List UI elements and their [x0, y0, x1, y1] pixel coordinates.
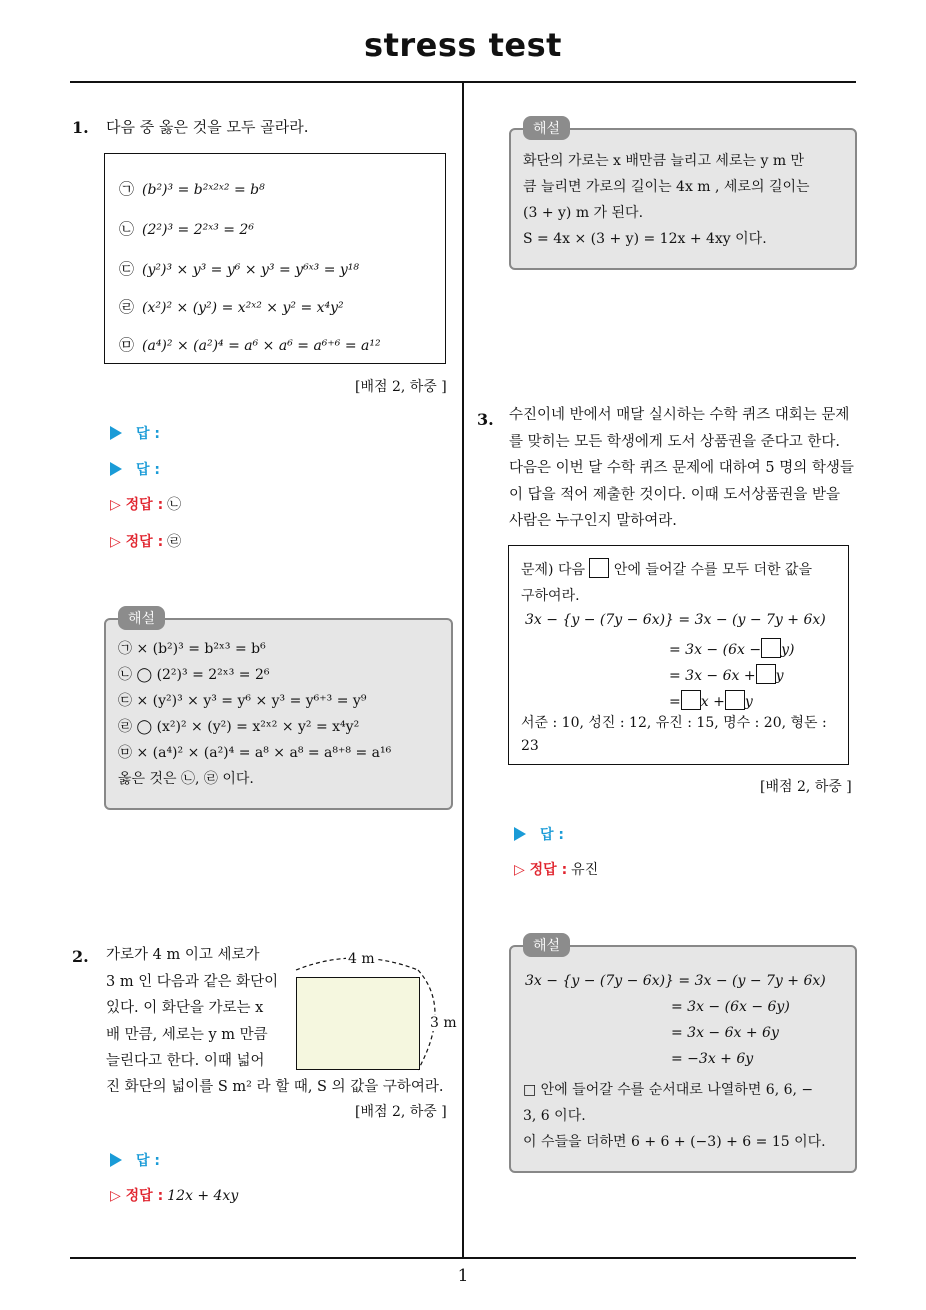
equation-line-1: 3x − {y − (7y − 6x)} = 3x − (y − 7y + 6x): [525, 612, 826, 628]
answer-row-2: 답 :: [110, 459, 160, 479]
correct-answer-1: ▷ 정답 : ㉡: [110, 497, 182, 513]
question-2-solution-box: [509, 128, 857, 270]
equation-line-4: = x + y: [669, 690, 753, 710]
height-label: 3 m: [430, 1015, 457, 1031]
hollow-triangle-icon: ▷: [110, 1188, 126, 1204]
solution-equation: = 3x − 6x + 6y: [671, 1025, 779, 1041]
correct-answer: ▷ 정답 : 유진: [514, 862, 599, 878]
question-1-number: 1.: [72, 118, 89, 137]
solution-line: ㉢ × (y²)³ × y³ = y⁶ × y³ = y⁶⁺³ = y⁹: [118, 693, 367, 709]
equation-line-2: = 3x − (6x − y): [669, 638, 794, 658]
choice-2: ㉡ (2²)³ = 2²ˣ³ = 2⁶: [119, 220, 254, 238]
question-1-points: [배점 2, 하중 ]: [355, 379, 447, 395]
question-1-text: 다음 중 옳은 것을 모두 골라라.: [106, 118, 309, 136]
question-1-solution-box: [104, 618, 453, 810]
solution-line: 화단의 가로는 x 배만큼 늘리고 세로는 y m 만: [523, 153, 805, 169]
play-icon: [110, 462, 122, 476]
blank-box: [756, 664, 776, 684]
solution-equation: 3x − {y − (7y − 6x)} = 3x − (y − 7y + 6x): [525, 973, 826, 989]
blank-box: [761, 638, 781, 658]
play-icon: [110, 426, 122, 440]
solution-line: 옳은 것은 ㉡, ㉣ 이다.: [118, 771, 254, 787]
question-2-text-last: 진 화단의 넓이를 S m² 라 할 때, S 의 값을 구하여라.: [106, 1079, 444, 1095]
question-3-text: 수진이네 반에서 매달 실시하는 수학 퀴즈 대회는 문제 를 맞히는 모든 학생에게 도서 상품권을 준다고 한다. 다음은 이번 달 수학 퀴즈 문제에 대하여 5 명의 학생들 이 답을 적어 제출한 것이다. 이때 도서상품권을 받을 사람은 누구인지 말하여라.: [509, 407, 854, 529]
solution-line: □ 안에 들어갈 수를 순서대로 나열하면 6, 6, −: [523, 1082, 814, 1098]
solution-line: 이 수들을 더하면 6 + 6 + (−3) + 6 = 15 이다.: [523, 1134, 826, 1150]
hollow-triangle-icon: ▷: [110, 534, 126, 550]
choice-5: ㉤ (a⁴)² × (a²)⁴ = a⁶ × a⁶ = a⁶⁺⁶ = a¹²: [119, 336, 381, 354]
question-2-text: 가로가 4 m 이고 세로가 3 m 인 다음과 같은 화단이 있다. 이 화단을 가로는 x 배 만큼, 세로는 y m 만큼 늘린다고 한다. 이때 넓어: [106, 947, 279, 1069]
column-divider: [462, 82, 464, 1258]
question-3-problem-box: [508, 545, 849, 765]
play-icon: [110, 1153, 122, 1167]
answer-row: 답 :: [110, 1150, 160, 1170]
correct-answer-2: ▷ 정답 : ㉣: [110, 534, 182, 550]
hollow-triangle-icon: ▷: [110, 497, 126, 513]
page-title: stress test: [364, 26, 562, 64]
blank-box: [589, 558, 609, 578]
solution-line: ㉡ ◯ (2²)³ = 2²ˣ³ = 2⁶: [118, 667, 270, 683]
width-label: 4 m: [348, 951, 375, 967]
problem-line-1: 문제) 다음 안에 들어갈 수를 모두 더한 값을: [521, 558, 812, 579]
choice-3: ㉢ (y²)³ × y³ = y⁶ × y³ = y⁶ˣ³ = y¹⁸: [119, 260, 360, 278]
page-number: 1: [457, 1266, 469, 1286]
solution-line: 3, 6 이다.: [523, 1108, 586, 1124]
play-icon: [514, 827, 526, 841]
solution-line: ㉤ × (a⁴)² × (a²)⁴ = a⁸ × a⁸ = a⁸⁺⁸ = a¹⁶: [118, 745, 392, 761]
question-1-choices-box: [104, 153, 446, 364]
hollow-triangle-icon: ▷: [514, 862, 530, 878]
footer-rule: [70, 1257, 856, 1259]
question-3-number: 3.: [477, 410, 494, 429]
solution-line: 큼 늘리면 가로의 길이는 4x m , 세로의 길이는: [523, 179, 810, 195]
question-2-points: [배점 2, 하중 ]: [355, 1104, 447, 1120]
choice-1: ㉠ (b²)³ = b²ˣ²ˣ² = b⁸: [119, 180, 265, 198]
solution-equation: = 3x − (6x − 6y): [671, 999, 790, 1015]
question-2-number: 2.: [72, 947, 89, 966]
choice-4: ㉣ (x²)² × (y²) = x²ˣ² × y² = x⁴y²: [119, 298, 344, 316]
students-line-2: 23: [521, 738, 539, 754]
solution-line: ㉠ × (b²)³ = b²ˣ³ = b⁶: [118, 641, 266, 657]
equation-line-3: = 3x − 6x + y: [669, 664, 784, 684]
solution-line: (3 + y) m 가 된다.: [523, 205, 644, 221]
blank-box: [725, 690, 745, 710]
solution-tag: 해설: [523, 116, 570, 140]
question-3-solution-box: [509, 945, 857, 1173]
students-line-1: 서준 : 10, 성진 : 12, 유진 : 15, 명수 : 20, 형돈 :: [521, 715, 827, 731]
solution-line: S = 4x × (3 + y) = 12x + 4xy 이다.: [523, 231, 767, 247]
garden-rectangle: [296, 977, 420, 1070]
answer-row-1: 답 :: [110, 423, 160, 443]
question-3-points: [배점 2, 하중 ]: [760, 779, 852, 795]
problem-line-2: 구하여라.: [521, 588, 580, 604]
blank-box: [681, 690, 701, 710]
correct-answer: ▷ 정답 : 12x + 4xy: [110, 1188, 239, 1204]
solution-line: ㉣ ◯ (x²)² × (y²) = x²ˣ² × y² = x⁴y²: [118, 719, 360, 735]
solution-tag: 해설: [118, 606, 165, 630]
solution-tag: 해설: [523, 933, 570, 957]
solution-equation: = −3x + 6y: [671, 1051, 754, 1067]
answer-row: 답 :: [514, 824, 564, 844]
